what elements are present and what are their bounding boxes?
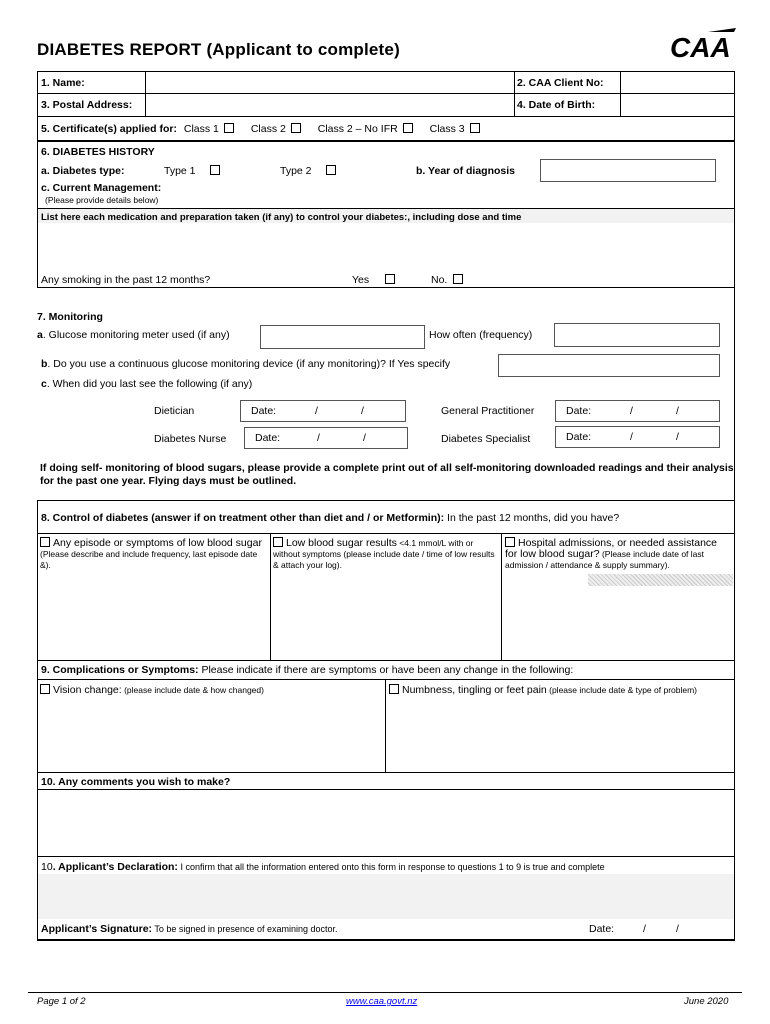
type2-checkbox[interactable]: [326, 165, 336, 175]
diabetes-nurse-label: Diabetes Nurse: [154, 433, 227, 445]
cgm-question: [41, 358, 450, 370]
dietician-date-label: Date:: [251, 405, 277, 417]
declaration-title: . Applicant’s Declaration:: [52, 861, 178, 873]
dob-label: 4. Date of Birth:: [517, 99, 596, 111]
low-blood-episode-label: Any episode or symptoms of low blood sugar: [53, 537, 262, 549]
date-slash: /: [676, 431, 679, 443]
type2-option: [280, 165, 336, 177]
smoking-no-label: No.: [431, 274, 448, 286]
date-slash: /: [630, 431, 633, 443]
declaration-statement: I confirm that all the information entered onto this form in response to questions 1 to 9 is true and complete: [177, 862, 605, 872]
glucose-meter-label: . Glucose monitoring meter used (if any): [42, 329, 230, 341]
date-slash: /: [317, 432, 320, 444]
smoking-no-checkbox[interactable]: [453, 274, 463, 284]
vision-change-field[interactable]: [40, 700, 383, 770]
smoking-yes-label: Yes: [352, 274, 370, 286]
hospital-admission-option: [505, 537, 731, 571]
certificate-row: [41, 123, 480, 135]
client-no-label: 2. CAA Client No:: [517, 77, 604, 89]
monitoring-heading: 7. Monitoring: [37, 311, 103, 323]
name-label: 1. Name:: [41, 77, 85, 89]
current-management-label: c. Current Management:: [41, 182, 162, 194]
complications-heading: [41, 664, 573, 676]
date-slash: /: [643, 923, 646, 935]
low-blood-episode-option: [40, 537, 268, 571]
glucose-meter-question: [37, 329, 230, 341]
low-blood-episode-checkbox[interactable]: [40, 537, 50, 547]
medication-field[interactable]: [40, 224, 732, 268]
self-monitoring-note: If doing self- monitoring of blood sugars, please provide a complete print out of all self-monitoring downloaded readings and their analysis for the past one year. Flying days must be outlined.: [40, 462, 734, 487]
gp-date-label: Date:: [566, 405, 592, 417]
question-c-prefix: c: [41, 378, 47, 390]
type2-label: Type 2: [280, 165, 312, 177]
specialist-date-field[interactable]: [555, 426, 720, 448]
declaration-shade: [38, 874, 734, 919]
date-slash: /: [363, 432, 366, 444]
low-blood-episode-field[interactable]: [40, 578, 268, 658]
page-number: Page 1 of 2: [37, 996, 86, 1007]
class3-label: Class 3: [429, 123, 465, 135]
nurse-date-field[interactable]: [244, 427, 408, 449]
vision-change-option: [40, 684, 383, 696]
current-management-note: (Please provide details below): [45, 195, 159, 205]
complications-heading-bold: 9. Complications or Symptoms:: [41, 664, 199, 676]
numbness-field[interactable]: [389, 710, 731, 770]
numbness-label: Numbness, tingling or feet pain: [402, 684, 547, 696]
last-seen-label: . When did you last see the following (if any): [46, 378, 253, 390]
caa-logo: [668, 26, 738, 60]
last-seen-question: [41, 378, 252, 390]
low-blood-results-field[interactable]: [273, 578, 499, 658]
dob-field[interactable]: [622, 95, 732, 115]
hospital-admission-checkbox[interactable]: [505, 537, 515, 547]
question-b-prefix: b: [41, 358, 48, 370]
smoking-question: Any smoking in the past 12 months?: [41, 274, 211, 286]
declaration-number: 10: [41, 861, 53, 873]
cgm-label: . Do you use a continuous glucose monitoring device (if any monitoring)? If Yes specify: [47, 358, 451, 370]
smoking-no-option: [431, 274, 463, 286]
class1-label: Class 1: [183, 123, 219, 135]
type1-label: Type 1: [164, 165, 196, 177]
dietician-label: Dietician: [154, 405, 195, 417]
hospital-admission-label: Hospital admissions, or needed assistance for low blood sugar?: [505, 537, 718, 560]
numbness-option: [389, 684, 731, 696]
diabetes-history-heading: 6. DIABETES HISTORY: [41, 146, 155, 158]
svg-text:CAA: CAA: [670, 32, 731, 60]
date-slash: /: [676, 405, 679, 417]
vision-change-label: Vision change:: [53, 684, 122, 696]
vision-change-note: (please include date & how changed): [124, 685, 264, 695]
class3-checkbox[interactable]: [470, 123, 480, 133]
signature-row: [41, 923, 338, 935]
signature-label: Applicant’s Signature:: [41, 923, 153, 935]
frequency-field[interactable]: [554, 323, 720, 347]
low-blood-episode-note: (Please describe and include frequency, last episode date &).: [40, 549, 258, 570]
nurse-date-label: Date:: [255, 432, 281, 444]
date-slash: /: [361, 405, 364, 417]
client-no-field[interactable]: [622, 73, 732, 92]
name-field[interactable]: [147, 73, 513, 92]
class2-no-ifr-label: Class 2 – No IFR: [317, 123, 398, 135]
numbness-checkbox[interactable]: [389, 684, 399, 694]
medication-instruction: List here each medication and preparation taken (if any) to control your diabetes:, including dose and time: [41, 212, 522, 223]
class1-checkbox[interactable]: [224, 123, 234, 133]
low-blood-results-label: Low blood sugar results: [286, 537, 397, 549]
year-of-diagnosis-field[interactable]: [540, 159, 716, 182]
comments-heading: 10. Any comments you wish to make?: [41, 776, 231, 788]
year-of-diagnosis-label: b. Year of diagnosis: [416, 165, 516, 177]
complications-heading-rest: Please indicate if there are symptoms or have been any change in the following:: [198, 664, 574, 676]
vision-change-checkbox[interactable]: [40, 684, 50, 694]
diabetes-type-label: a. Diabetes type:: [41, 165, 125, 177]
hospital-admission-note: (Please include date of last admission / attendance & supply summary).: [505, 549, 704, 570]
dietician-date-field[interactable]: [240, 400, 406, 422]
smoking-yes-option: [352, 274, 395, 286]
type1-checkbox[interactable]: [210, 165, 220, 175]
smoking-yes-checkbox[interactable]: [385, 274, 395, 284]
low-blood-results-checkbox[interactable]: [273, 537, 283, 547]
question-a-prefix: a: [37, 329, 43, 341]
class2-label: Class 2: [250, 123, 286, 135]
gp-date-field[interactable]: [555, 400, 720, 422]
date-slash: /: [676, 923, 679, 935]
signature-date-field[interactable]: [622, 920, 732, 937]
class2-checkbox[interactable]: [291, 123, 301, 133]
control-heading-bold: 8. Control of diabetes (answer if on treatment other than diet and / or Metformin):: [41, 512, 445, 524]
postal-address-field[interactable]: [147, 95, 513, 115]
control-heading: [41, 512, 619, 524]
signature-field[interactable]: [385, 920, 585, 937]
postal-address-label: 3. Postal Address:: [41, 99, 133, 111]
comments-field[interactable]: [40, 791, 732, 854]
gp-label: General Practitioner: [441, 405, 535, 417]
specialist-date-label: Date:: [566, 431, 592, 443]
website-link[interactable]: www.caa.govt.nz: [346, 996, 418, 1007]
signature-note: To be signed in presence of examining doctor.: [152, 924, 338, 934]
low-blood-results-note: <4.1 mmol/L with or without symptoms (please include date / time of low results & attach your log).: [273, 538, 495, 570]
diabetes-specialist-label: Diabetes Specialist: [441, 433, 531, 445]
control-heading-rest: In the past 12 months, did you have?: [444, 512, 620, 524]
type1-option: [164, 165, 220, 177]
declaration-text: [41, 861, 605, 873]
hospital-admission-field[interactable]: [505, 590, 731, 658]
certificate-label: 5. Certificate(s) applied for:: [41, 123, 177, 135]
form-title: DIABETES REPORT (Applicant to complete): [37, 40, 400, 59]
footer-date: June 2020: [684, 996, 729, 1007]
date-slash: /: [315, 405, 318, 417]
frequency-label: How often (frequency): [429, 329, 533, 341]
signature-date-label: Date:: [589, 923, 615, 935]
low-blood-results-option: [273, 537, 499, 571]
cgm-field[interactable]: [498, 354, 720, 377]
date-slash: /: [630, 405, 633, 417]
class2-no-ifr-checkbox[interactable]: [403, 123, 413, 133]
numbness-note: (please include date & type of problem): [549, 685, 698, 695]
glucose-meter-field[interactable]: [260, 325, 425, 349]
shaded-area: [588, 574, 733, 586]
